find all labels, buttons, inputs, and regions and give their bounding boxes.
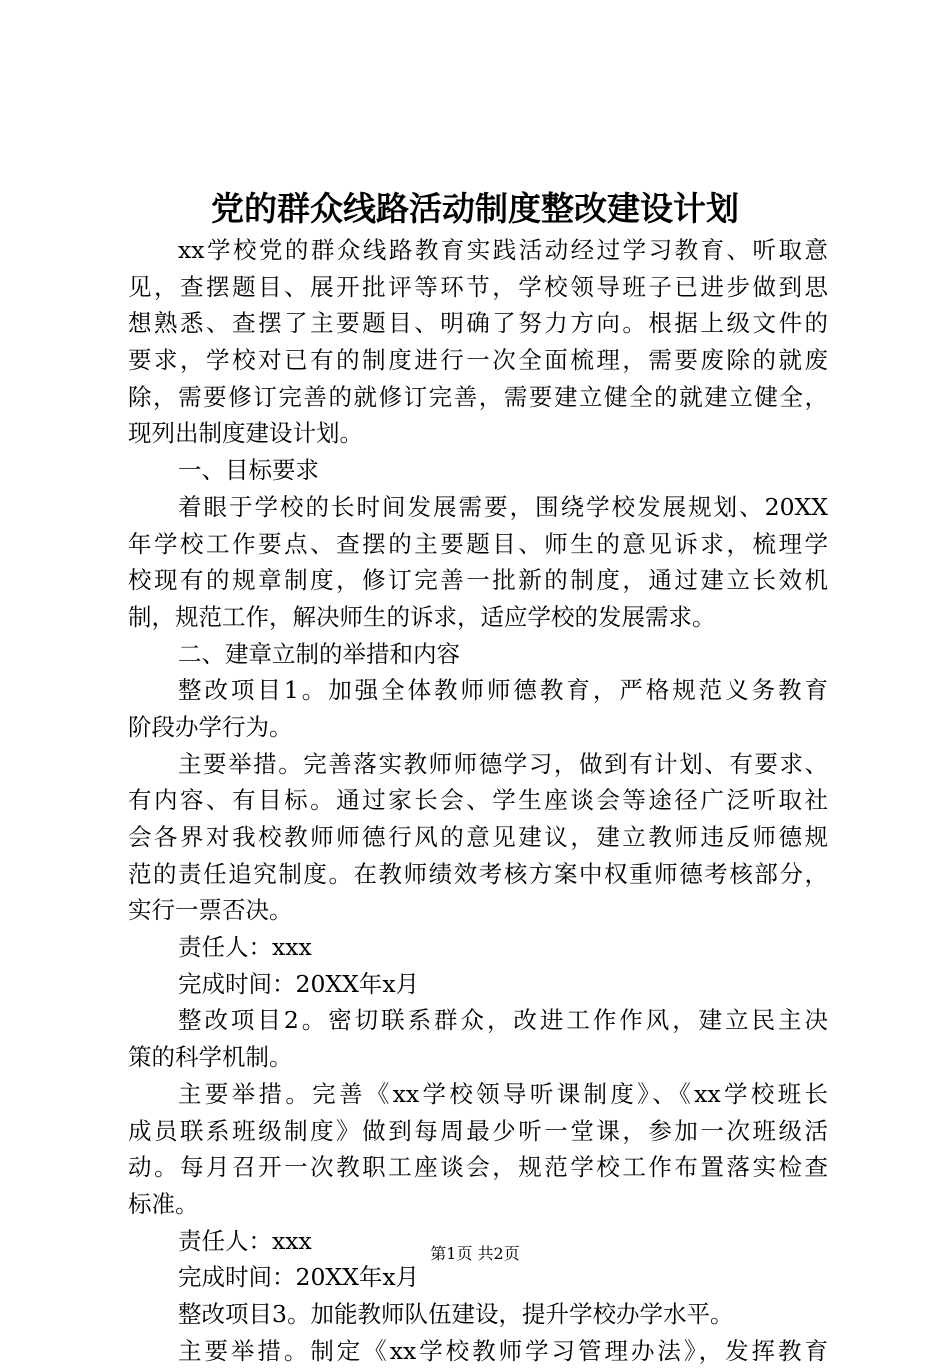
section-heading: 一、目标要求 <box>178 456 319 485</box>
text-line: 会各界对我校教师师德行风的意见建议，建立教师违反师德规 <box>128 823 828 851</box>
document-body <box>128 232 828 1369</box>
text-line: 主要举措。完善《xx学校领导听课制度》、《xx学校班长 <box>178 1079 828 1108</box>
text-line: 策的科学机制。 <box>128 1043 293 1072</box>
text-line: 要求，学校对已有的制度进行一次全面梳理，需要废除的就废 <box>128 346 828 375</box>
text-line: 实行一票否决。 <box>128 896 293 925</box>
text-line: 动。每月召开一次教职工座谈会，规范学校工作布置落实检查 <box>128 1153 828 1182</box>
text-line: 完成时间：20XX年x月 <box>178 969 420 998</box>
section-heading: 二、建章立制的举措和内容 <box>178 639 460 668</box>
text-line: 着眼于学校的长时间发展需要，围绕学校发展规划、20XX <box>178 492 828 521</box>
text-line: 想熟悉、查摆了主要题目、明确了努力方向。根据上级文件的 <box>128 309 828 338</box>
text-line: 有内容、有目标。通过家长会、学生座谈会等途径广泛听取社 <box>128 786 828 815</box>
text-line: 见，查摆题目、展开批评等环节，学校领导班子已进步做到思 <box>128 272 828 301</box>
text-line: 责任人：xxx <box>178 933 312 962</box>
text-line: 成员联系班级制度》做到每周最少听一堂课，参加一次班级活 <box>128 1116 828 1145</box>
text-line: xx学校党的群众线路教育实践活动经过学习教育、听取意 <box>178 236 828 264</box>
text-line: 整改项目3。加能教师队伍建设，提升学校办学水平。 <box>178 1299 734 1328</box>
text-line: 责任人：xxx <box>178 1226 312 1255</box>
text-line: 阶段办学行为。 <box>128 712 293 741</box>
text-line: 标准。 <box>128 1189 199 1218</box>
text-line: 范的责任追究制度。在教师绩效考核方案中权重师德考核部分， <box>128 859 828 888</box>
page-number: 第1页 共2页 <box>430 1244 520 1263</box>
text-line: 现列出制度建设计划。 <box>128 419 363 448</box>
text-line: 制，规范工作，解决师生的诉求，适应学校的发展需求。 <box>128 602 716 631</box>
text-line: 主要举措。制定《xx学校教师学习管理办法》，发挥教育 <box>178 1336 828 1365</box>
document-title: 党的群众线路活动制度整改建设计划 <box>211 189 739 228</box>
text-line: 年学校工作要点、查摆的主要题目、师生的意见诉求，梳理学 <box>128 529 828 558</box>
text-line: 除，需要修订完善的就修订完善，需要建立健全的就建立健全， <box>128 382 828 411</box>
text-line: 主要举措。完善落实教师师德学习，做到有计划、有要求、 <box>178 749 828 778</box>
text-line: 完成时间：20XX年x月 <box>178 1263 420 1292</box>
text-line: 整改项目2。密切联系群众，改进工作作风，建立民主决 <box>178 1006 828 1035</box>
text-line: 整改项目1。加强全体教师师德教育，严格规范义务教育 <box>178 676 828 705</box>
text-line: 校现有的规章制度，修订完善一批新的制度，通过建立长效机 <box>128 566 828 595</box>
